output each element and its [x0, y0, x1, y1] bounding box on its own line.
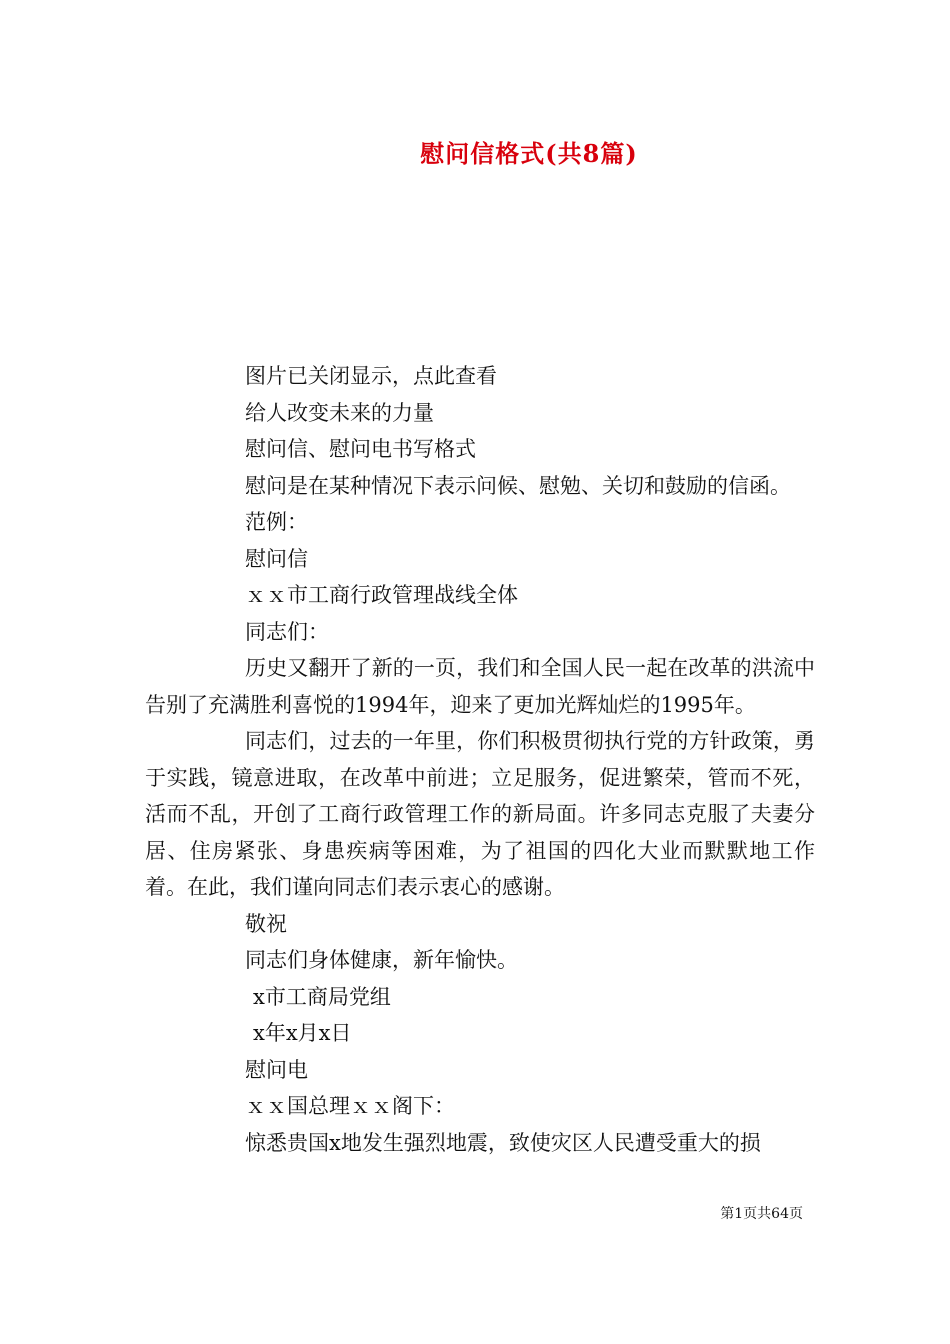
- closing-wish-line: 敬祝: [245, 911, 287, 936]
- sender-line: x市工商局党组: [253, 984, 391, 1009]
- letter-heading: 慰问信: [245, 546, 308, 571]
- section-heading: 慰问信、慰问电书写格式: [245, 437, 476, 461]
- telegram-heading: 慰问电: [245, 1057, 308, 1082]
- page-number-footer: 第1页共64页: [720, 1206, 803, 1222]
- body-paragraph-2: 同志们，过去的一年里，你们积极贯彻执行党的方针政策，勇于实践，镜意进取，在改革中前进；立足服务，促进繁荣，管而不死，活而不乱，开创了工商行政管理工作的新局面。许多同志克服了夫妻分居、住房紧张、身患疾病等困难，为了祖国的四化大业而默默地工作着。在此，我们谨向同志们表示衷心的感谢。: [145, 729, 815, 899]
- document-title: 慰问信格式(共8篇): [420, 139, 638, 168]
- telegram-body-line: 惊悉贵国x地发生强烈地震，致使灾区人民遭受重大的损: [245, 1130, 761, 1155]
- example-label: 范例：: [245, 510, 308, 534]
- closing-greeting-line: 同志们身体健康，新年愉快。: [245, 948, 518, 972]
- salutation-line: 同志们：: [245, 619, 329, 644]
- definition-line: 慰问是在某种情况下表示问候、慰勉、关切和鼓励的信函。: [245, 473, 791, 498]
- document-body: [145, 358, 815, 1161]
- recipient-line: ｘｘ市工商行政管理战线全体: [245, 583, 518, 607]
- slogan-line: 给人改变未来的力量: [245, 400, 434, 425]
- body-paragraph-1: 历史又翻开了新的一页，我们和全国人民一起在改革的洪流中告别了充满胜利喜悦的1994年，迎来了更加光辉灿烂的1995年。: [145, 656, 815, 717]
- image-placeholder-line: 图片已关闭显示，点此查看: [245, 364, 497, 388]
- date-line: x年x月x日: [253, 1021, 352, 1045]
- telegram-recipient-line: ｘｘ国总理ｘｘ阁下：: [245, 1094, 455, 1118]
